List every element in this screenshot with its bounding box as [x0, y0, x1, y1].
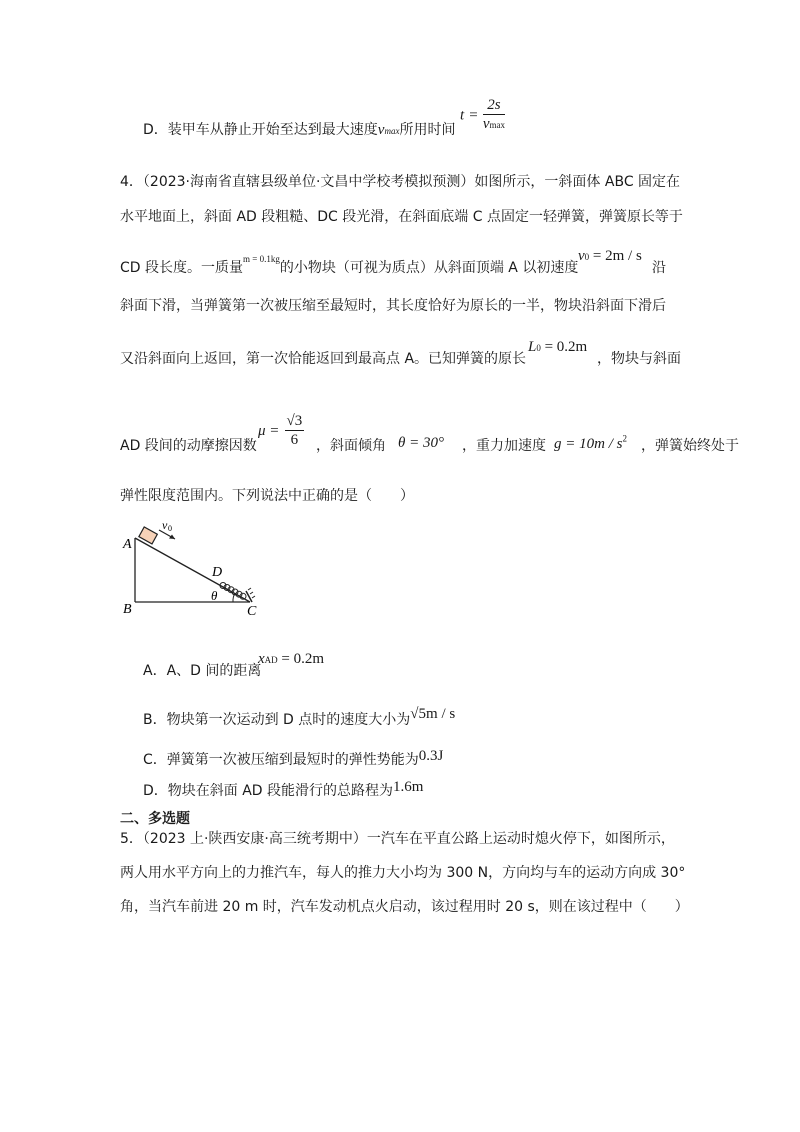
q4-option-b-text: B．物块第一次运动到 D 点时的速度大小为: [143, 712, 411, 728]
q3-option-d-formula: [460, 96, 505, 134]
q4-mu: μ = $\frac{√3}{6}$: [258, 413, 303, 448]
q4-line-1: 4．（2023·海南省直辖县级单位·文昌中学校考模拟预测）如图所示，一斜面体 ABC 固定在: [120, 174, 681, 190]
q4-option-c[interactable]: [143, 750, 443, 770]
q5-line-1: 5．（2023 上·陕西安康·高三统考期中）一汽车在平直公路上运动时熄火停下，如图所示，: [120, 831, 675, 847]
q4-line-3b: 的小物块（可视为质点）从斜面顶端 A 以初速度: [279, 260, 579, 276]
q4-option-b-math: √5m / s: [410, 706, 456, 722]
q4-line-3c: 沿: [652, 260, 666, 276]
label-v0-sub: 0: [168, 524, 172, 533]
q3-formula-fraction: [483, 96, 505, 134]
q4-option-d-text: D．物块在斜面 AD 段能滑行的总路程为: [143, 783, 394, 799]
q4-line-5b: ，物块与斜面: [597, 351, 681, 367]
q4-line-3: [120, 254, 579, 279]
q4-g: $g = 10m / s^2$: [554, 433, 627, 452]
q3-option-d-mid: 所用时间: [399, 122, 456, 138]
q3-formula-eq: =: [469, 107, 478, 124]
q5-line-3: 角，当汽车前进 20 m 时，汽车发动机点火启动，该过程用时 20 s，则在该过程中（ ）: [120, 899, 689, 915]
label-A: A: [123, 537, 132, 552]
q4-option-a[interactable]: [143, 661, 261, 681]
q4-option-d[interactable]: [143, 781, 423, 801]
label-B: B: [123, 602, 132, 617]
q4-option-c-math: 0.3J: [418, 748, 444, 764]
q4-option-d-math: 1.6m: [393, 779, 424, 795]
q4-option-a-text: A．A、D 间的距离: [143, 663, 262, 679]
q3-option-d-vmax: v: [377, 122, 385, 138]
q4-mass: m = 0.1kg: [243, 254, 280, 264]
label-v0: v: [162, 518, 168, 532]
label-C: C: [247, 604, 257, 619]
q4-line-4: 斜面下滑，当弹簧第一次被压缩至最短时，其长度恰好为原长的一半，物块沿斜面下滑后: [120, 298, 666, 314]
label-D: D: [212, 565, 223, 580]
section-title: 二、多选题: [120, 811, 190, 827]
q4-option-b[interactable]: [143, 706, 456, 730]
q4-line-6d: ，弹簧始终处于: [641, 438, 739, 454]
q5-line-2: 两人用水平方向上的力推汽车，每人的推力大小均为 300 N，方向均与车的运动方向成 30°: [120, 865, 686, 881]
q4-theta: θ = 30°: [398, 435, 444, 451]
q3-option-d-text: D．装甲车从静止开始至达到最大速度: [143, 122, 378, 138]
q4-v0: v0 = 2m / s: [578, 248, 642, 264]
q3-formula-den: vmax: [482, 116, 505, 132]
q4-line-7: 弹性限度范围内。下列说法中正确的是（ ）: [120, 488, 414, 504]
q4-option-c-text: C．弹簧第一次被压缩到最短时的弹性势能为: [143, 752, 419, 768]
q4-line-3a: CD 段长度。一质量: [120, 260, 244, 276]
label-theta: θ: [211, 588, 218, 603]
incline-figure: [115, 510, 265, 620]
q3-option-d-vmax-sub: max: [384, 126, 400, 136]
q3-formula-t: t: [460, 107, 465, 124]
q4-line-6c: ，重力加速度: [462, 438, 546, 454]
q3-formula-num: 2s: [483, 96, 505, 115]
q4-line-2: 水平地面上，斜面 AD 段粗糙、DC 段光滑，在斜面底端 C 点固定一轻弹簧，弹簧原长等于: [120, 209, 683, 225]
q4-L0: L0 = 0.2m: [528, 339, 588, 355]
q4-line-5a: 又沿斜面向上返回，第一次恰能返回到最高点 A。已知弹簧的原长: [120, 351, 527, 367]
q4-line-6a: AD 段间的动摩擦因数: [120, 438, 257, 454]
q4-option-a-math: xAD = 0.2m: [258, 651, 325, 667]
q4-line-6b: ，斜面倾角: [316, 438, 386, 454]
q3-option-d: [143, 120, 455, 141]
